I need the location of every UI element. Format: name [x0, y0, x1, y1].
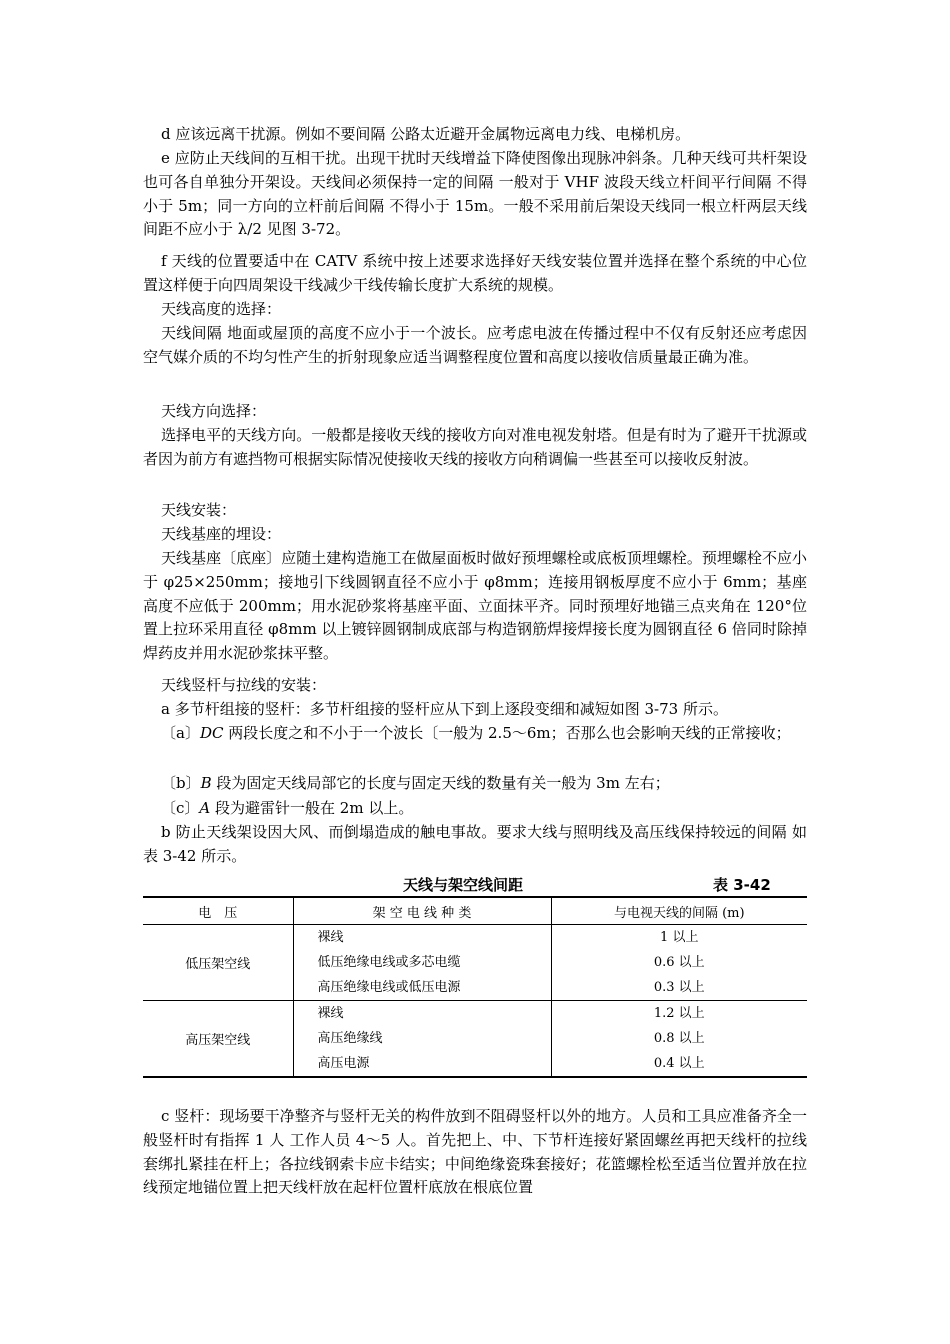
heading-base-embedding: 天线基座的埋设： [161, 525, 282, 543]
distances-cell [551, 925, 807, 1001]
line-type: 裸线 [317, 930, 344, 945]
line-type: 高压电源 [317, 1056, 370, 1071]
heading-mast-guy-installation: 天线竖杆与拉线的安装： [161, 676, 327, 694]
item-b-text: 段为固定天线局部它的长度与固定天线的数量有关一般为 3m 左右； [211, 774, 670, 792]
header-voltage: 电 压 [143, 897, 293, 925]
table-header-row [143, 897, 807, 925]
table-row [143, 925, 807, 1001]
distance-value: 1.2 以上 [653, 1006, 705, 1021]
line-types-cell [293, 1001, 551, 1078]
line-type: 低压绝缘电线或多芯电缆 [317, 955, 461, 970]
item-a-prefix: 〔a〕 [161, 724, 200, 742]
paragraph-d: d 应该远离干扰源。例如不要间隔 公路太近避开金属物远离电力线、电梯机房。 [161, 125, 691, 143]
paragraph-b-safety: b 防止天线架设因大风、而倒塌造成的触电事故。要求大线与照明线及高压线保持较远的间隔 如表 3-42 所示。 [143, 823, 807, 865]
paragraph-antenna-height: 天线间隔 地面或屋顶的高度不应小于一个波长。应考虑电波在传播过程中不仅有反射还应考虑因空气媒介质的不均匀性产生的折射现象应适当调整程度位置和高度以接收信质量最正确为准。 [143, 324, 807, 366]
heading-antenna-direction: 天线方向选择： [161, 402, 267, 420]
category-high-voltage: 高压架空线 [143, 1001, 293, 1078]
item-c-prefix: 〔c〕 [161, 799, 200, 817]
clearance-table [143, 896, 807, 1078]
item-a-text: 两段长度之和不小于一个波长〔一般为 2.5～6m；否那么也会影响天线的正常接收； [223, 724, 791, 742]
paragraph-antenna-direction: 选择电平的天线方向。一般都是接收天线的接收方向对准电视发射塔。但是有时为了避开干扰源或者因为前方有遮挡物可根据实际情况使接收天线的接收方向稍调偏一些甚至可以接收反射波。 [143, 426, 807, 468]
paragraph-c-erection: c 竖杆：现场要干净整齐与竖杆无关的构件放到不阻碍竖杆以外的地方。人员和工具应准备齐全一般竖杆时有指挥 1 人 工作人员 4～5 人。首先把上、中、下节杆连接好紧固螺丝再把天线杆的拉线套绑扎紧挂在杆上；各拉线钢索卡应卡结实；中间绝缘瓷珠套接好；花篮螺栓松至适当位置并放在拉线预定地锚位置上把天线杆放在起杆位置杆底放在根底位置 [143, 1107, 807, 1197]
item-a [143, 722, 807, 746]
line-type: 高压绝缘电线或低压电源 [317, 980, 461, 995]
item-c [143, 797, 807, 821]
paragraph-base-embedding: 天线基座〔底座〕应随土建构造施工在做屋面板时做好预埋螺栓或底板顶埋螺栓。预埋螺栓不应小于 φ25×250mm；接地引下线圆钢直径不应小于 φ8mm；连接用钢板厚度不应小于 6mm；基座高度不应低于 200mm；用水泥砂浆将基座平面、立面抹平齐。同时预埋好地锚三点夹角在 120°位置上拉环采用直径 φ8mm 以上镀锌圆钢制成底部与构造钢筋焊接焊接长度为圆钢直径 6 倍同时除掉焊药皮并用水泥砂浆抹平整。 [143, 549, 807, 663]
table-row [143, 1001, 807, 1078]
item-b-em: B [200, 774, 212, 792]
heading-antenna-height: 天线高度的选择： [161, 300, 282, 318]
table-number: 表 3-42 [713, 876, 771, 894]
distance-value: 0.4 以上 [653, 1056, 705, 1071]
table-title: 天线与架空线间距 [403, 876, 524, 894]
distance-value: 0.3 以上 [653, 980, 705, 995]
item-b-prefix: 〔b〕 [161, 774, 201, 792]
item-c-text: 段为避雷针一般在 2m 以上。 [210, 799, 414, 817]
line-type: 裸线 [317, 1006, 344, 1021]
item-c-em: A [199, 799, 211, 817]
distance-value: 0.6 以上 [653, 955, 705, 970]
heading-antenna-installation: 天线安装： [161, 501, 237, 519]
header-line-type: 架 空 电 线 种 类 [293, 897, 551, 925]
item-a-em: DC [199, 724, 224, 742]
paragraph-e: e 应防止天线间的互相干扰。出现干扰时天线增益下降使图像出现脉冲斜条。几种天线可共杆架设也可各自单独分开架设。天线间必须保持一定的间隔 一般对于 VHF 波段天线立杆间平行间隔 不得小于 5m；同一方向的立杆前后间隔 不得小于 15m。一般不采用前后架设天线同一根立杆两层天线间距不应小于 λ/2 见图 3-72。 [143, 149, 807, 239]
paragraph-a-multisection: a 多节杆组接的竖杆：多节杆组接的竖杆应从下到上逐段变细和减短如图 3-73 所示。 [161, 700, 728, 718]
category-low-voltage: 低压架空线 [143, 925, 293, 1001]
distance-value: 1 以上 [660, 930, 699, 945]
header-distance: 与电视天线的间隔 (m) [551, 897, 807, 925]
paragraph-f: f 天线的位置要适中在 CATV 系统中按上述要求选择好天线安装位置并选择在整个系统的中心位置这样便于向四周架设干线减少干线传输长度扩大系统的规模。 [143, 252, 807, 294]
item-b [143, 772, 807, 796]
line-types-cell [293, 925, 551, 1001]
distances-cell [551, 1001, 807, 1078]
line-type: 高压绝缘线 [317, 1031, 383, 1046]
distance-value: 0.8 以上 [653, 1031, 705, 1046]
